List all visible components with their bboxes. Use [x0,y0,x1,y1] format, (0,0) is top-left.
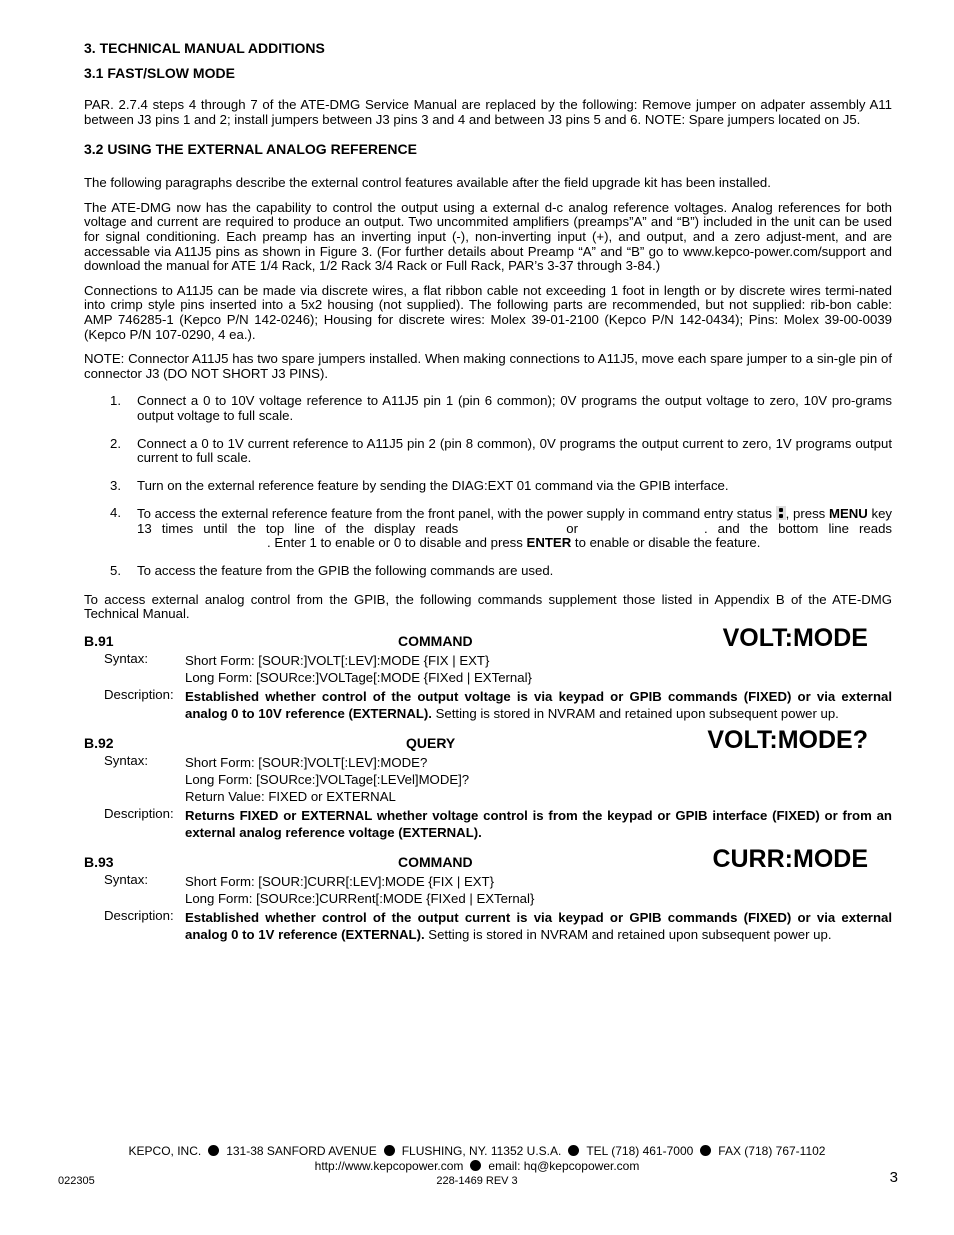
date-code: 022305 [58,1175,95,1187]
description-row: Description: Returns FIXED or EXTERNAL whether voltage control is from the keypad or GPIB interface (FIXED) or from an external analog reference voltage (EXTERNAL). [104,805,892,840]
command-block-b91 [84,623,892,722]
status-indicator-icon [776,506,786,520]
page-number: 3 [889,1169,898,1186]
document-page [84,40,892,943]
bullet-icon [700,1145,711,1156]
bullet-icon [470,1160,481,1171]
description-row: Description: Established whether control of the output voltage is via keypad or GPIB commands (FIXED) or via external analog 0 to 10V reference (EXTERNAL). Setting is stored in NVRAM and retained upon subsequent power up. [104,686,892,721]
description-row: Description: Established whether control of the output current is via keypad or GPIB commands (FIXED) or via external analog 0 to 1V reference (EXTERNAL). Setting is stored in NVRAM and retained upon subsequent power up. [104,907,892,942]
command-type: COMMAND [398,853,473,870]
paragraph-connections: Connections to A11J5 can be made via discrete wires, a flat ribbon cable not exceeding 1 foot in length or by discrete wires termi-nated into crimp style pins inserted into a 5x2 housing (not supplied). The following parts are recommended, but not supplied: rib-bon cable: AMP 746285-1 (Kepco P/N 142-0246); Housing for discrete wires: Molex 39-01-2100 (Kepco P/N 142-0434); Pins: Molex 39-00-0039 (Kepco P/N 107-0290, 4 ea.). [84,282,892,342]
command-name: CURR:MODE [712,844,868,873]
command-name: VOLT:MODE? [707,725,868,754]
bullet-icon [568,1145,579,1156]
command-block-b93 [84,844,892,943]
command-id: B.91 [84,632,114,649]
steps-list [84,394,892,578]
subsection-heading-3-1: 3.1 FAST/SLOW MODE [84,65,235,81]
list-item: 3. Turn on the external reference feature by sending the DIAG:EXT 01 command via the GPIB interface. [110,477,729,493]
subsection-heading-3-2: 3.2 USING THE EXTERNAL ANALOG REFERENCE [84,141,417,158]
command-id: B.92 [84,734,114,751]
section-heading: 3. TECHNICAL MANUAL ADDITIONS [84,40,325,56]
paragraph-gpib-access: To access external analog control from the GPIB, the following commands supplement those listed in Appendix B of the ATE-DMG Technical Manual. [84,591,892,622]
document-number: 228-1469 REV 3 [436,1175,518,1187]
bullet-icon [208,1145,219,1156]
list-item: 5. To access the feature from the GPIB the following commands are used. [110,563,554,579]
syntax-row: Syntax: Short Form: [SOUR:]VOLT[:LEV]:MODE? Long Form: [SOURce:]VOLTage[:LEVel]MODE]? Return Value: FIXED or EXTERNAL [104,752,470,804]
command-type: COMMAND [398,632,473,649]
command-id: B.93 [84,853,114,870]
paragraph-note: NOTE: Connector A11J5 has two spare jumpers installed. When making connections to A11J5, move each spare jumper to a sin-gle pin of connector J3 (DO NOT SHORT J3 PINS). [84,351,892,381]
list-item: 2. Connect a 0 to 1V current reference to A11J5 pin 2 (pin 8 common), 0V programs the output current to zero, 1V programs output current to full scale. [110,435,892,466]
paragraph-fast-slow: PAR. 2.7.4 steps 4 through 7 of the ATE-DMG Service Manual are replaced by the following: Remove jumper on adpater assembly A11 between J3 pins 1 and 2; install jumpers between J3 pins 3 and 4 and between J3 pins 5 and 6. NOTE: Spare jumpers located on J5. [84,97,892,127]
paragraph-capability: The ATE-DMG now has the capability to control the output using a external d-c analog reference voltages. Analog references for both voltage and current are required to produce an output. Two uncommited amplifiers (preamps”A” and “B”) included in the unit can be used for signal conditioning. Each preamp has an inverting input (-), non-inverting input (+), and output, and a zero adjust-ment, and are accessable via A11J5 pins as shown in Figure 3. (For further details about Preamp “A” and “B” go to www.kepco-power.com/support and download the manual for ATE 1/4 Rack, 1/2 Rack 3/4 Rack or Full Rack, PAR’s 3-37 through 3-84.) [84,199,892,274]
command-type: QUERY [406,734,456,751]
syntax-row: Syntax: Short Form: [SOUR:]VOLT[:LEV]:MODE {FIX | EXT} Long Form: [SOURce:]VOLTage[:MODE {FIXed | EXTernal} [104,650,532,685]
command-block-b92 [84,725,892,841]
footer-contact-line [0,1159,954,1174]
bullet-icon [384,1145,395,1156]
syntax-row: Syntax: Short Form: [SOUR:]CURR[:LEV]:MODE {FIX | EXT} Long Form: [SOURce:]CURRent[:MODE {FIXed | EXTernal} [104,871,535,906]
paragraph-intro: The following paragraphs describe the external control features available after the field upgrade kit has been installed. [84,175,771,191]
command-name: VOLT:MODE [722,623,868,652]
email-link[interactable]: email: hq@kepcopower.com [488,1159,640,1173]
list-item: 1. Connect a 0 to 10V voltage reference to A11J5 pin 1 (pin 6 common); 0V programs the output voltage to zero, 10V pro-grams output voltage to full scale. [110,393,892,423]
website-link[interactable]: http://www.kepcopower.com [314,1159,464,1173]
list-item: 4. To access the external reference feature from the front panel, with the power supply in command entry status , press MENU key 13 times until the top line of the display reads or . and the bottom line reads. Enter 1 to enable or 0 to disable and press ENTER to enable or disable the feature. [110,505,893,551]
footer-address-line: KEPCO, INC. 131-38 SANFORD AVENUE FLUSHING, NY. 11352 U.S.A. TEL (718) 461-7000 FAX (718) 767-1102 [128,1144,826,1158]
